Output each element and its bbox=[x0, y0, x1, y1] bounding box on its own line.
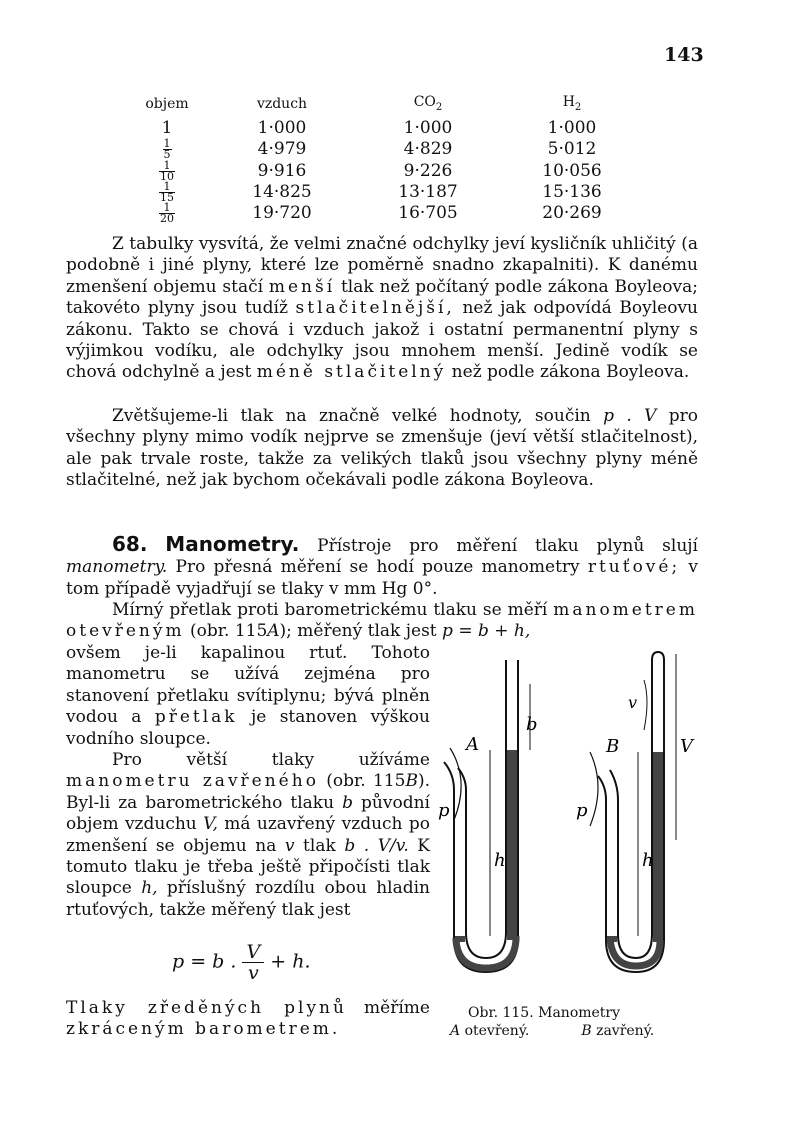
label-h-closed: h bbox=[642, 850, 654, 871]
paragraph-compressibility: Z tabulky vysvítá, že velmi značné odchylky jeví kysličník uhličitý (a podobně i jiné plyny, které lze poměrně snadno zkapalniti). K danému zmenšení objemu stačí menší tlak než počítaný podle zákona Boyleova; takovéto plyny jsou tudíž stlačitelnější, než jak odpovídá Boyleovu zákonu. Takto se chová i vzduch jakož i ostatní permanentní plyny s výjimkou vodíku, ale odchylky jsou mnohem menší. Jedině vodík se chová odchylně a jest méně stlačitelný než podle zákona Boyleova. bbox=[66, 234, 698, 383]
cell-co2: 13·187 bbox=[398, 181, 458, 202]
closed-manometer-mercury-right bbox=[653, 752, 663, 942]
label-b: b bbox=[526, 714, 538, 735]
col-h2: $H_2$ bbox=[562, 94, 582, 113]
paragraph-closed-manometer: Pro větší tlaky užíváme manometru zavřeného (obr. 115B). Byl-li za barometrického tlaku b původní objem vzduchu V, má uzavřený vzduch po zmenšení se objemu na v tlak b . V/v. K tomuto tlaku je třeba ještě připočísti tlak sloupce h, příslušný rozdílu obou hladin rtuťových, takže měřený tlak jest bbox=[66, 750, 430, 920]
table-row bbox=[128, 182, 646, 203]
open-manometer-drawing bbox=[444, 660, 518, 972]
label-A: A bbox=[466, 734, 479, 755]
paragraph-high-pressure: Zvětšujeme-li tlak na značně velké hodnoty, součin p . V pro všechny plyny mimo vodík nejprve se zmenšuje (jeví větší stlačitelnost), ale pak trvale roste, takže za velikých tlaků jsou všechny plyny méně stlačitelné, než jak bychom očekávali podle zákona Boyleova. bbox=[66, 406, 698, 491]
manometer-figure bbox=[430, 640, 700, 1000]
closed-manometer-v-brace bbox=[644, 680, 647, 730]
section-number: 68. bbox=[112, 532, 148, 556]
cell-co2: 1·000 bbox=[403, 117, 453, 138]
closed-manometer-mercury-bend bbox=[610, 938, 660, 966]
cell-co2: 9·226 bbox=[403, 160, 453, 181]
caption-legend: A otevřený. B zavřený. bbox=[450, 1023, 655, 1039]
label-p-closed: p bbox=[576, 800, 588, 821]
label-h-open: h bbox=[494, 850, 506, 871]
cell-objem: $\frac{1}{5}$ bbox=[163, 137, 171, 162]
cell-objem: $\frac{1}{10}$ bbox=[160, 158, 174, 183]
open-manometer-mercury-right bbox=[507, 750, 517, 940]
cell-vzduch: 19·720 bbox=[252, 203, 312, 224]
paragraph-open-manometer: Mírný přetlak proti barometrickému tlaku se měří manometrem otevřeným (obr. 115A); měřený tlak jest p = b + h, bbox=[66, 600, 698, 642]
cell-h2: 5·012 bbox=[547, 139, 597, 160]
paragraph-open-manometer-cont: ovšem je-li kapalinou rtuť. Tohoto manometru se užívá zejména pro stanovení přetlaku svítiplynu; bývá plněn vodou a přetlak je stanoven výškou vodního sloupce. bbox=[66, 643, 430, 749]
cell-vzduch: 4·979 bbox=[257, 139, 307, 160]
section-title: Manometry. bbox=[165, 532, 300, 556]
closed-manometer-formula: p = b . $\frac{V}{v}$ + h. bbox=[172, 941, 311, 984]
cell-objem: 1 bbox=[161, 117, 173, 138]
caption-title: Obr. 115. Manometry bbox=[468, 1005, 621, 1021]
label-v: v bbox=[628, 693, 638, 712]
col-vzduch: vzduch bbox=[256, 96, 308, 113]
table-header-row bbox=[128, 92, 646, 118]
table-row bbox=[128, 118, 646, 139]
figure-caption bbox=[440, 1004, 700, 1040]
page-number: 143 bbox=[664, 44, 704, 66]
cell-vzduch: 9·916 bbox=[257, 160, 307, 181]
cell-h2: 20·269 bbox=[542, 203, 602, 224]
label-B: B bbox=[606, 736, 620, 757]
cell-co2: 4·829 bbox=[403, 139, 453, 160]
col-objem: objem bbox=[145, 96, 189, 113]
cell-h2: 10·056 bbox=[542, 160, 602, 181]
cell-h2: 15·136 bbox=[542, 181, 602, 202]
cell-objem: $\frac{1}{15}$ bbox=[160, 179, 174, 204]
compressibility-table bbox=[128, 92, 646, 224]
section-manometry: 68. Manometry. Přístroje pro měření tlaku plynů slují manometry. Pro přesná měření se hodí pouze manometry rtuťové; v tom případě vyjadřují se tlaky v mm Hg 0°. bbox=[66, 532, 698, 599]
cell-h2: 1·000 bbox=[547, 117, 597, 138]
table-row bbox=[128, 160, 646, 181]
paragraph-rarefied-gases: Tlaky zředěných plynů měříme zkráceným barometrem. bbox=[66, 998, 430, 1040]
cell-vzduch: 1·000 bbox=[257, 117, 307, 138]
col-co2: $CO_2$ bbox=[413, 94, 443, 113]
closed-manometer-drawing bbox=[590, 652, 664, 972]
table-row bbox=[128, 203, 646, 224]
table-row bbox=[128, 139, 646, 160]
cell-objem: $\frac{1}{20}$ bbox=[160, 201, 174, 226]
cell-co2: 16·705 bbox=[398, 203, 458, 224]
cell-vzduch: 14·825 bbox=[252, 181, 312, 202]
label-p-open: p bbox=[438, 800, 450, 821]
label-V: V bbox=[680, 736, 693, 757]
